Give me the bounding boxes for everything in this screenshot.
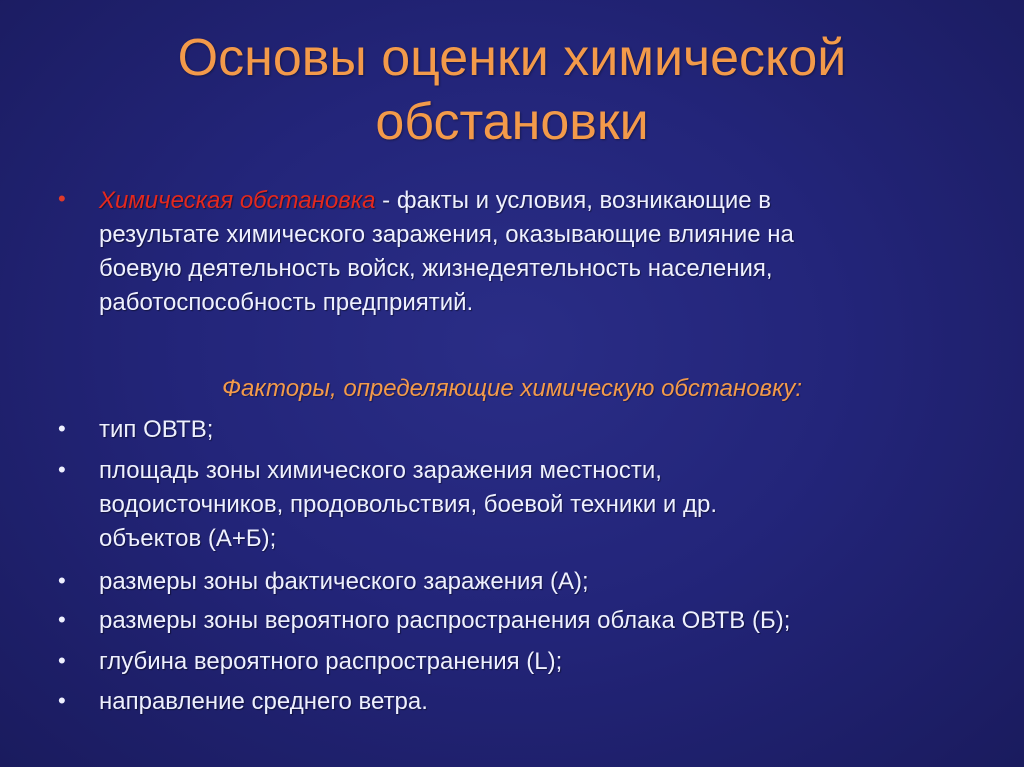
factor-bullet: •: [58, 688, 66, 713]
factor-line: тип ОВТВ;: [99, 416, 214, 443]
definition-line-3: боевую деятельность войск, жизнедеятельность населения,: [99, 255, 773, 282]
factor-line: площадь зоны химического заражения местности,: [99, 457, 662, 484]
factor-bullet: •: [58, 416, 66, 441]
factor-bullet: •: [58, 607, 66, 632]
definition-bullet: •: [58, 186, 66, 211]
factor-line: размеры зоны вероятного распространения облака ОВТВ (Б);: [99, 607, 791, 634]
factor-bullet: •: [58, 568, 66, 593]
definition-line-4: работоспособность предприятий.: [99, 289, 474, 316]
factor-line: водоисточников, продовольствия, боевой техники и др.: [99, 491, 717, 518]
factor-item: [99, 565, 979, 599]
factor-item: [99, 645, 979, 679]
factor-bullet: •: [58, 457, 66, 482]
definition-term: Химическая обстановка: [99, 187, 376, 214]
slide-title: [0, 26, 1024, 154]
factor-item: [99, 685, 979, 719]
factor-line: глубина вероятного распространения (L);: [99, 648, 563, 675]
factor-bullet: •: [58, 648, 66, 673]
factor-item: [99, 454, 979, 556]
definition-line-2: результате химического заражения, оказывающие влияние на: [99, 221, 794, 248]
factor-line: направление среднего ветра.: [99, 688, 428, 715]
definition-paragraph: [99, 184, 979, 320]
title-line-1: Основы оценки химической: [177, 29, 847, 87]
title-line-2: обстановки: [375, 93, 649, 151]
factor-line: объектов (А+Б);: [99, 525, 277, 552]
factor-item: [99, 413, 979, 447]
factor-item: [99, 604, 979, 638]
definition-text-1: - факты и условия, возникающие в: [375, 187, 772, 214]
factors-heading: Факторы, определяющие химическую обстановку:: [221, 375, 803, 402]
definition-line-1: [99, 184, 979, 218]
factor-line: размеры зоны фактического заражения (А);: [99, 568, 589, 595]
